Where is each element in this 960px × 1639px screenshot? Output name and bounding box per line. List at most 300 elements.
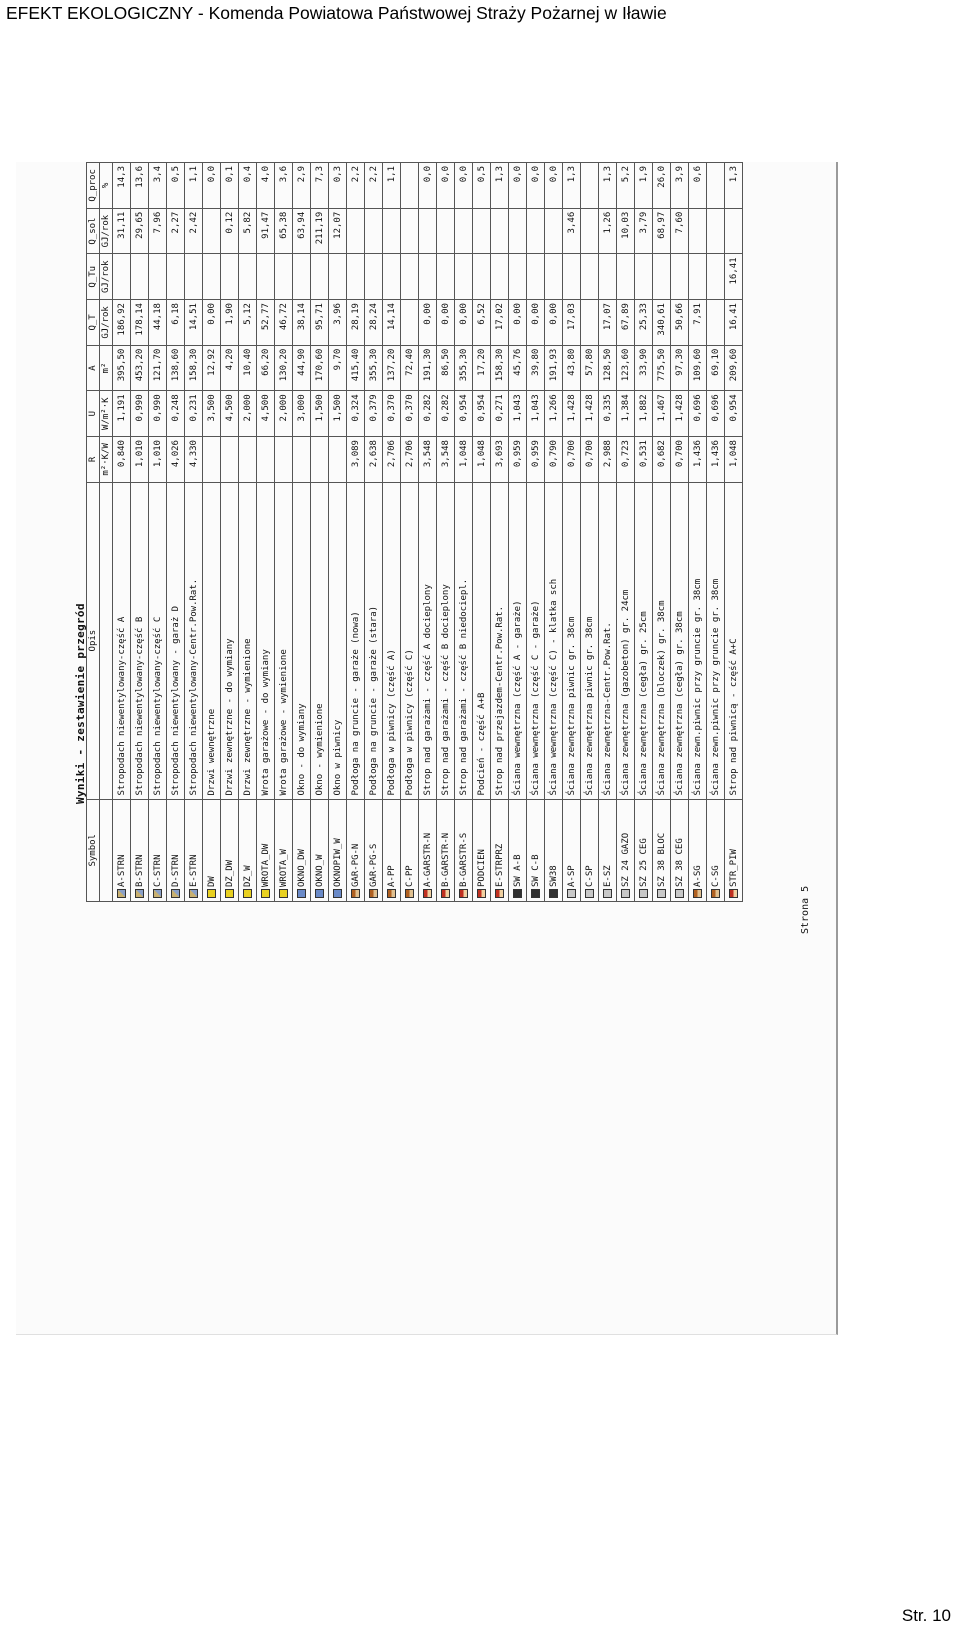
table-row (581, 163, 599, 902)
cell-u: 0,271 (491, 391, 509, 437)
cell-r: 2,638 (365, 437, 383, 483)
cell-symbol (185, 799, 203, 901)
cell-qproc: 1,1 (383, 163, 401, 209)
unit-qt: GJ/rok (100, 300, 113, 346)
cell-qt: 0,00 (509, 300, 527, 346)
symbol-text: WROTA_W (278, 849, 289, 887)
cell-u: 0,990 (131, 391, 149, 437)
cell-r: 1,048 (473, 437, 491, 483)
cell-a: 66,20 (257, 345, 275, 391)
cell-qt: 14,14 (383, 300, 401, 346)
cell-r: 0,790 (545, 437, 563, 483)
cell-u: 3,500 (203, 391, 221, 437)
cell-symbol (167, 799, 185, 901)
cell-r: 0,682 (653, 437, 671, 483)
cell-qt: 7,91 (689, 300, 707, 346)
roof-icon (171, 889, 180, 898)
cell-qsol (545, 208, 563, 254)
cell-a: 453,20 (131, 345, 149, 391)
cell-u: 1,428 (581, 391, 599, 437)
cell-description: Strop nad piwnicą - część A+C (725, 482, 743, 799)
symbol-text: DZ_DW (224, 859, 235, 887)
cell-qtu (311, 254, 329, 300)
cell-qt: 186,92 (113, 300, 131, 346)
cell-qtu (401, 254, 419, 300)
cell-qproc: 0,5 (167, 163, 185, 209)
cell-description: Ściana wewnętrzna (część C) - klatka sch (545, 482, 563, 799)
cell-qt: 17,03 (563, 300, 581, 346)
cell-a: 72,40 (401, 345, 419, 391)
symbol-text: E-STRPRZ (494, 843, 505, 887)
symbol-text: B-STRN (134, 854, 145, 887)
cell-qtu (131, 254, 149, 300)
cell-qt: 16,41 (725, 300, 743, 346)
cell-u: 0,248 (167, 391, 185, 437)
cell-qproc: 5,2 (617, 163, 635, 209)
cell-qsol (383, 208, 401, 254)
cell-qsol: 5,82 (239, 208, 257, 254)
cell-r: 2,988 (599, 437, 617, 483)
symbol-text: SW A-B (512, 854, 523, 887)
cell-r (275, 437, 293, 483)
cell-u: 0,370 (401, 391, 419, 437)
cell-qsol: 1,26 (599, 208, 617, 254)
cell-qproc: 1,3 (491, 163, 509, 209)
cell-qsol: 3,46 (563, 208, 581, 254)
cell-description: Podłoga na gruncie - garaże (nowa) (347, 482, 365, 799)
cell-a: 12,92 (203, 345, 221, 391)
col-symbol: Symbol (87, 799, 100, 901)
cell-qt: 0,00 (437, 300, 455, 346)
cell-a: 158,30 (491, 345, 509, 391)
cell-qtu (383, 254, 401, 300)
cell-a: 45,76 (509, 345, 527, 391)
cell-qtu (149, 254, 167, 300)
cell-a: 191,30 (419, 345, 437, 391)
roof-icon (117, 889, 126, 898)
cell-r: 0,840 (113, 437, 131, 483)
cell-qproc: 2,9 (293, 163, 311, 209)
cell-symbol (383, 799, 401, 901)
scanned-report-page (16, 162, 838, 1335)
cell-r: 3,693 (491, 437, 509, 483)
ceiling-icon (441, 889, 450, 898)
cell-qt: 28,19 (347, 300, 365, 346)
cell-a: 44,90 (293, 345, 311, 391)
door-icon (225, 889, 234, 898)
symbol-text: SZ 24 GAZO (620, 832, 631, 887)
cell-qsol (203, 208, 221, 254)
cell-qtu (437, 254, 455, 300)
cell-r: 1,436 (707, 437, 725, 483)
cell-symbol (635, 799, 653, 901)
cell-a: 69,10 (707, 345, 725, 391)
cell-qtu (257, 254, 275, 300)
cell-qt (401, 300, 419, 346)
cell-symbol (599, 799, 617, 901)
cell-u: 1,467 (653, 391, 671, 437)
cell-description: Ściana zewnętrzna (cegła) gr. 25cm (635, 482, 653, 799)
cell-u: 0,370 (383, 391, 401, 437)
cell-u: 0,324 (347, 391, 365, 437)
cell-qt: 14,51 (185, 300, 203, 346)
cell-qsol: 91,47 (257, 208, 275, 254)
cell-description: Stropodach niewentylowany-część C (149, 482, 167, 799)
cell-u: 0,231 (185, 391, 203, 437)
symbol-text: GAR-PG-S (368, 843, 379, 887)
cell-qt: 6,18 (167, 300, 185, 346)
cell-a: 10,40 (239, 345, 257, 391)
cell-a: 138,60 (167, 345, 185, 391)
page-label: Strona 5 (800, 885, 811, 934)
cell-qsol: 7,96 (149, 208, 167, 254)
table-row (527, 163, 545, 902)
cell-symbol (293, 799, 311, 901)
table-row (293, 163, 311, 902)
report-title: Wyniki - zestawienie przegród (74, 603, 87, 804)
cell-u: 4,500 (257, 391, 275, 437)
table-row (311, 163, 329, 902)
cell-symbol (725, 799, 743, 901)
cell-qsol (509, 208, 527, 254)
wall-icon (513, 889, 522, 898)
cell-a: 355,30 (455, 345, 473, 391)
cell-qtu (617, 254, 635, 300)
wall-ext-icon (567, 889, 576, 898)
cell-qt: 28,24 (365, 300, 383, 346)
cell-a: 33,90 (635, 345, 653, 391)
cell-a: 57,80 (581, 345, 599, 391)
cell-description: Strop nad garażami - część B niedociepl. (455, 482, 473, 799)
symbol-text: GAR-PG-N (350, 843, 361, 887)
cell-a: 4,20 (221, 345, 239, 391)
cell-qtu (635, 254, 653, 300)
cell-qproc: 1,3 (599, 163, 617, 209)
cell-a: 395,50 (113, 345, 131, 391)
wall-ext-icon (603, 889, 612, 898)
cell-symbol (455, 799, 473, 901)
floor-icon (369, 889, 378, 898)
cell-description: Ściana zewnętrzna (gazobeton) gr. 24cm (617, 482, 635, 799)
cell-symbol (149, 799, 167, 901)
ceiling-icon (729, 889, 738, 898)
cell-r: 0,959 (527, 437, 545, 483)
cell-qsol: 29,65 (131, 208, 149, 254)
ceiling-icon (495, 889, 504, 898)
cell-a: 109,60 (689, 345, 707, 391)
table-row (131, 163, 149, 902)
cell-qproc: 0,0 (437, 163, 455, 209)
window-icon (315, 889, 324, 898)
cell-a: 17,20 (473, 345, 491, 391)
cell-qtu (203, 254, 221, 300)
cell-qsol: 63,94 (293, 208, 311, 254)
cell-u: 1,500 (311, 391, 329, 437)
cell-qt: 38,14 (293, 300, 311, 346)
cell-symbol (347, 799, 365, 901)
cell-r: 4,026 (167, 437, 185, 483)
cell-symbol (221, 799, 239, 901)
cell-qsol (527, 208, 545, 254)
cell-a: 9,70 (329, 345, 347, 391)
col-qsol: Q_sol (87, 208, 100, 254)
cell-symbol (563, 799, 581, 901)
table-row (203, 163, 221, 902)
cell-qproc: 1,3 (725, 163, 743, 209)
cell-description: Ściana zewnętrzna (bloczek) gr. 38cm (653, 482, 671, 799)
unit-qproc: % (100, 163, 113, 209)
cell-r: 1,010 (149, 437, 167, 483)
cell-u: 1,882 (635, 391, 653, 437)
cell-u: 1,191 (113, 391, 131, 437)
cell-a: 43,80 (563, 345, 581, 391)
cell-description: Stropodach niewentylowany-Centr.Pow.Rat. (185, 482, 203, 799)
cell-qtu (707, 254, 725, 300)
cell-symbol (581, 799, 599, 901)
cell-symbol (239, 799, 257, 901)
symbol-text: STR_PIW (728, 849, 739, 887)
floor-icon (711, 889, 720, 898)
ceiling-icon (477, 889, 486, 898)
cell-qt: 95,71 (311, 300, 329, 346)
cell-u: 0,335 (599, 391, 617, 437)
col-qproc: Q_proc (87, 163, 100, 209)
cell-description: Ściana zewn.piwnic przy gruncie gr. 38cm (707, 482, 725, 799)
table-row (617, 163, 635, 902)
wall-ext-icon (675, 889, 684, 898)
roof-icon (189, 889, 198, 898)
cell-description: Strop nad przejazdem-Centr.Pow.Rat. (491, 482, 509, 799)
symbol-text: DZ_W (242, 865, 253, 887)
cell-r: 0,723 (617, 437, 635, 483)
cell-description: Drzwi wewnętrzne (203, 482, 221, 799)
cell-qt: 0,00 (455, 300, 473, 346)
cell-qproc (581, 163, 599, 209)
unit-symbol (100, 799, 113, 901)
table-row (599, 163, 617, 902)
cell-a: 39,80 (527, 345, 545, 391)
cell-qproc: 1,9 (635, 163, 653, 209)
cell-qsol (707, 208, 725, 254)
floor-icon (351, 889, 360, 898)
table-unit-row (100, 163, 113, 902)
symbol-text: OKNOPIW_W (332, 838, 343, 887)
symbol-text: SZ 25 CEG (638, 838, 649, 887)
symbol-text: B-GARSTR-S (458, 832, 469, 887)
cell-r: 0,531 (635, 437, 653, 483)
table-row (725, 163, 743, 902)
symbol-text: E-SZ (602, 865, 613, 887)
cell-u: 0,954 (455, 391, 473, 437)
cell-qtu (113, 254, 131, 300)
symbol-text: SZ 38 BLOC (656, 832, 667, 887)
symbol-text: A-GARSTR-N (422, 832, 433, 887)
cell-qsol (419, 208, 437, 254)
cell-qproc: 1,1 (185, 163, 203, 209)
cell-symbol (437, 799, 455, 901)
cell-qproc: 0,4 (239, 163, 257, 209)
cell-qtu (329, 254, 347, 300)
table-row (149, 163, 167, 902)
cell-qtu (599, 254, 617, 300)
cell-qtu (275, 254, 293, 300)
cell-qproc: 7,3 (311, 163, 329, 209)
cell-qtu (455, 254, 473, 300)
symbol-text: OKNO_DW (296, 849, 307, 887)
cell-u: 0,954 (473, 391, 491, 437)
symbol-text: A-SG (692, 865, 703, 887)
cell-symbol (653, 799, 671, 901)
cell-qproc: 4,0 (257, 163, 275, 209)
cell-u: 1,043 (509, 391, 527, 437)
col-opis: Opis (87, 482, 100, 799)
cell-u: 1,428 (563, 391, 581, 437)
cell-qproc: 0,0 (203, 163, 221, 209)
unit-opis (100, 482, 113, 799)
table-row (167, 163, 185, 902)
cell-description: Podłoga na gruncie - garaże (stara) (365, 482, 383, 799)
cell-description: Wrota garażowe - wymienione (275, 482, 293, 799)
symbol-text: DW (206, 876, 217, 887)
door-icon (207, 889, 216, 898)
cell-r: 3,089 (347, 437, 365, 483)
cell-qt: 6,52 (473, 300, 491, 346)
col-a: A (87, 345, 100, 391)
cell-symbol (419, 799, 437, 901)
ceiling-icon (459, 889, 468, 898)
cell-r: 2,706 (383, 437, 401, 483)
symbol-text: A-STRN (116, 854, 127, 887)
cell-symbol (545, 799, 563, 901)
cell-qt: 44,18 (149, 300, 167, 346)
cell-symbol (527, 799, 545, 901)
rotated-report (16, 162, 836, 1334)
cell-qtu (365, 254, 383, 300)
table-row (401, 163, 419, 902)
col-qt: Q_T (87, 300, 100, 346)
cell-r: 0,700 (581, 437, 599, 483)
partitions-table (86, 162, 743, 902)
cell-qsol: 0,12 (221, 208, 239, 254)
cell-description: Drzwi zewnętrzne - do wymiany (221, 482, 239, 799)
cell-symbol (689, 799, 707, 901)
symbol-text: C-PP (404, 865, 415, 887)
cell-u: 1,266 (545, 391, 563, 437)
cell-a: 775,50 (653, 345, 671, 391)
unit-qsol: GJ/rok (100, 208, 113, 254)
page-header: EFEKT EKOLOGICZNY - Komenda Powiatowa Państwowej Straży Pożarnej w Iławie (6, 3, 667, 23)
cell-r: 2,706 (401, 437, 419, 483)
col-qtu: Q_Tu (87, 254, 100, 300)
table-row (383, 163, 401, 902)
cell-r: 1,048 (455, 437, 473, 483)
cell-u: 2,000 (239, 391, 257, 437)
cell-qproc: 26,0 (653, 163, 671, 209)
window-icon (333, 889, 342, 898)
cell-qtu (563, 254, 581, 300)
cell-u: 0,696 (689, 391, 707, 437)
symbol-text: E-STRN (188, 854, 199, 887)
cell-description: Podcień - część A+B (473, 482, 491, 799)
cell-u: 1,428 (671, 391, 689, 437)
cell-qsol (725, 208, 743, 254)
cell-a: 121,70 (149, 345, 167, 391)
cell-qproc: 3,9 (671, 163, 689, 209)
cell-qsol: 7,60 (671, 208, 689, 254)
cell-r: 0,700 (671, 437, 689, 483)
table-row (473, 163, 491, 902)
door-icon (261, 889, 270, 898)
cell-description: Ściana zewnętrzna piwnic gr. 38cm (581, 482, 599, 799)
cell-symbol (275, 799, 293, 901)
cell-qtu (293, 254, 311, 300)
cell-qtu (221, 254, 239, 300)
table-row (113, 163, 131, 902)
door-icon (243, 889, 252, 898)
floor-icon (693, 889, 702, 898)
page-number: Str. 10 (901, 1606, 951, 1625)
cell-qproc: 3,6 (275, 163, 293, 209)
table-row (545, 163, 563, 902)
cell-r (257, 437, 275, 483)
cell-qproc: 2,2 (347, 163, 365, 209)
cell-description: Ściana zewnętrzna-Centr.Pow.Rat. (599, 482, 617, 799)
cell-r (221, 437, 239, 483)
symbol-text: SW38 (548, 865, 559, 887)
cell-a: 158,30 (185, 345, 203, 391)
cell-description: Podłoga w piwnicy (część C) (401, 482, 419, 799)
door-icon (279, 889, 288, 898)
cell-qproc: 0,0 (545, 163, 563, 209)
unit-a: m² (100, 345, 113, 391)
cell-description: Okno - do wymiany (293, 482, 311, 799)
cell-qtu (491, 254, 509, 300)
cell-r (329, 437, 347, 483)
cell-symbol (707, 799, 725, 901)
cell-r: 4,330 (185, 437, 203, 483)
cell-qt: 0,00 (527, 300, 545, 346)
table-row (365, 163, 383, 902)
symbol-text: SW C-B (530, 854, 541, 887)
cell-qsol (437, 208, 455, 254)
cell-r (311, 437, 329, 483)
roof-icon (135, 889, 144, 898)
cell-qsol: 2,27 (167, 208, 185, 254)
table-row (563, 163, 581, 902)
cell-r (293, 437, 311, 483)
window-icon (297, 889, 306, 898)
cell-symbol (257, 799, 275, 901)
cell-qsol (689, 208, 707, 254)
cell-qsol: 2,42 (185, 208, 203, 254)
cell-a: 415,40 (347, 345, 365, 391)
cell-description: Okno - wymienione (311, 482, 329, 799)
cell-symbol (473, 799, 491, 901)
cell-qtu (347, 254, 365, 300)
table-row (239, 163, 257, 902)
cell-r: 3,548 (437, 437, 455, 483)
table-row (707, 163, 725, 902)
symbol-text: OKNO_W (314, 854, 325, 887)
cell-symbol (329, 799, 347, 901)
cell-description: Ściana wewnętrzna (część C - garaże) (527, 482, 545, 799)
cell-qproc: 0,6 (689, 163, 707, 209)
cell-symbol (113, 799, 131, 901)
cell-qtu (167, 254, 185, 300)
cell-qtu (239, 254, 257, 300)
cell-qtu (473, 254, 491, 300)
table-row (491, 163, 509, 902)
